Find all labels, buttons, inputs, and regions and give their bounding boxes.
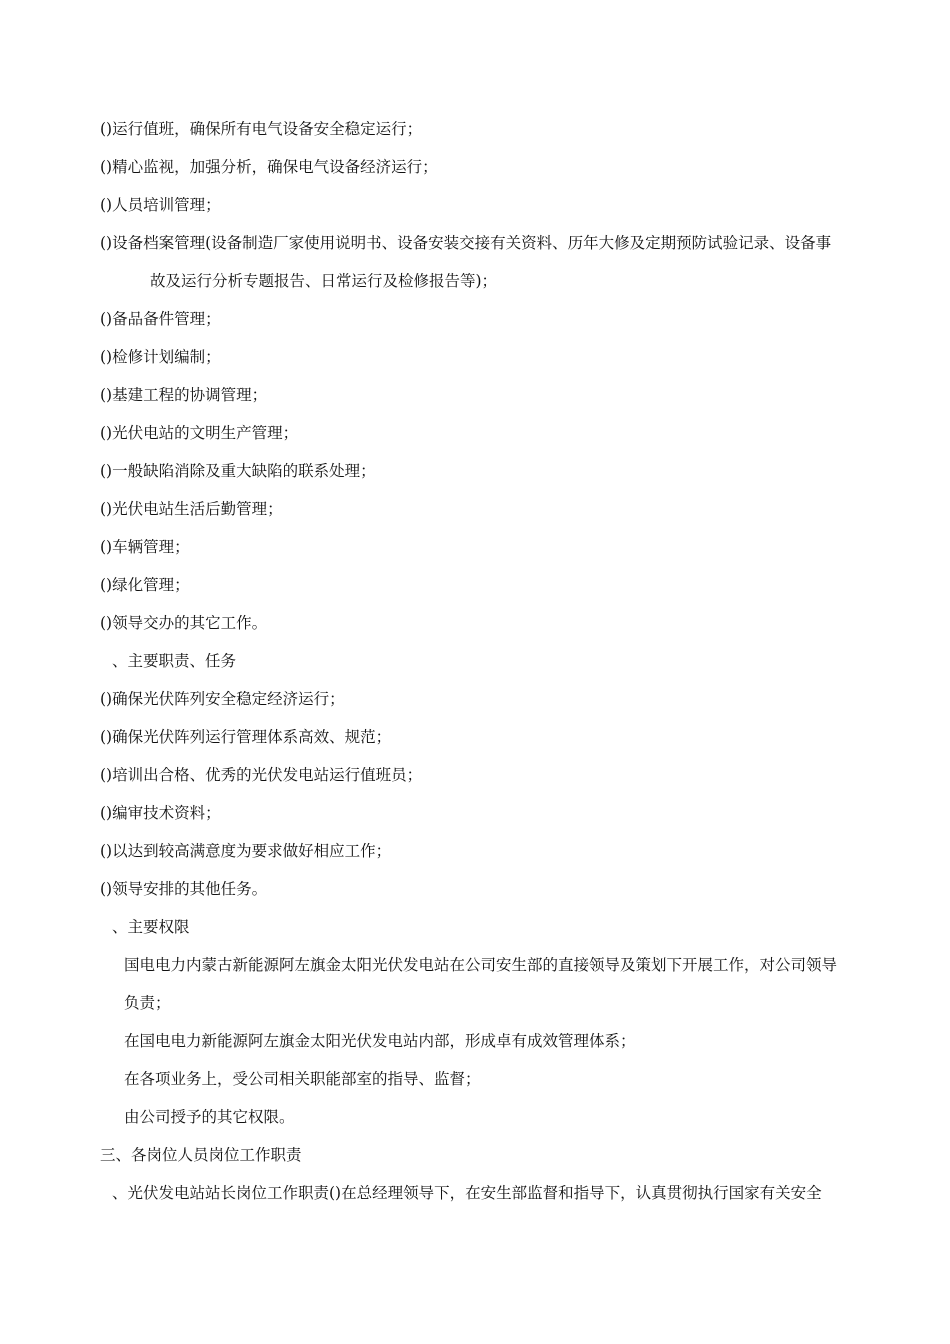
duty-item-other-work: ()领导交办的其它工作。 [100, 614, 268, 632]
authority-paragraph-1: 国电电力内蒙古新能源阿左旗金太阳光伏发电站在公司安生部的直接领导及策划下开展工作，对公司领导 [124, 956, 838, 974]
duty-item-greening: ()绿化管理； [100, 576, 190, 594]
duty-item-logistics: ()光伏电站生活后勤管理； [100, 500, 283, 518]
authority-paragraph-2: 在国电电力新能源阿左旗金太阳光伏发电站内部，形成卓有成效管理体系； [124, 1032, 636, 1050]
duty-item-equipment-archives: ()设备档案管理(设备制造厂家使用说明书、设备安装交接有关资料、历年大修及定期预防试验记录、设备事 [100, 234, 832, 252]
duty-item-infrastructure: ()基建工程的协调管理； [100, 386, 268, 404]
duty-item-defect-handling: ()一般缺陷消除及重大缺陷的联系处理； [100, 462, 376, 480]
task-item-array-operation: ()确保光伏阵列安全稳定经济运行； [100, 690, 345, 708]
task-item-technical-docs: ()编审技术资料； [100, 804, 221, 822]
task-item-other-tasks: ()领导安排的其他任务。 [100, 880, 268, 898]
authority-paragraph-3: 在各项业务上，受公司相关职能部室的指导、监督； [124, 1070, 481, 1088]
duty-item-maintenance-plan: ()检修计划编制； [100, 348, 221, 366]
duty-item-shift-operation: ()运行值班，确保所有电气设备安全稳定运行； [100, 120, 423, 138]
duty-item-monitoring: ()精心监视，加强分析，确保电气设备经济运行； [100, 158, 438, 176]
chapter-heading-positions: 三、各岗位人员岗位工作职责 [100, 1146, 302, 1164]
station-manager-duties: 、光伏发电站站长岗位工作职责()在总经理领导下，在安生部监督和指导下，认真贯彻执行国家有关安全 [112, 1184, 822, 1202]
duty-item-spare-parts: ()备品备件管理； [100, 310, 221, 328]
task-item-satisfaction: ()以达到较高满意度为要求做好相应工作； [100, 842, 392, 860]
task-item-management-system: ()确保光伏阵列运行管理体系高效、规范； [100, 728, 392, 746]
duty-item-vehicles: ()车辆管理； [100, 538, 190, 556]
task-item-training-operators: ()培训出合格、优秀的光伏发电站运行值班员； [100, 766, 423, 784]
authority-paragraph-4: 由公司授予的其它权限。 [124, 1108, 295, 1126]
section-heading-main-duties: 、主要职责、任务 [112, 652, 237, 670]
section-heading-main-authority: 、主要权限 [112, 918, 190, 936]
authority-paragraph-1-cont: 负责； [124, 994, 171, 1012]
duty-item-equipment-archives-cont: 故及运行分析专题报告、日常运行及检修报告等)； [150, 272, 498, 290]
duty-item-staff-training: ()人员培训管理； [100, 196, 221, 214]
duty-item-civilized-production: ()光伏电站的文明生产管理； [100, 424, 299, 442]
